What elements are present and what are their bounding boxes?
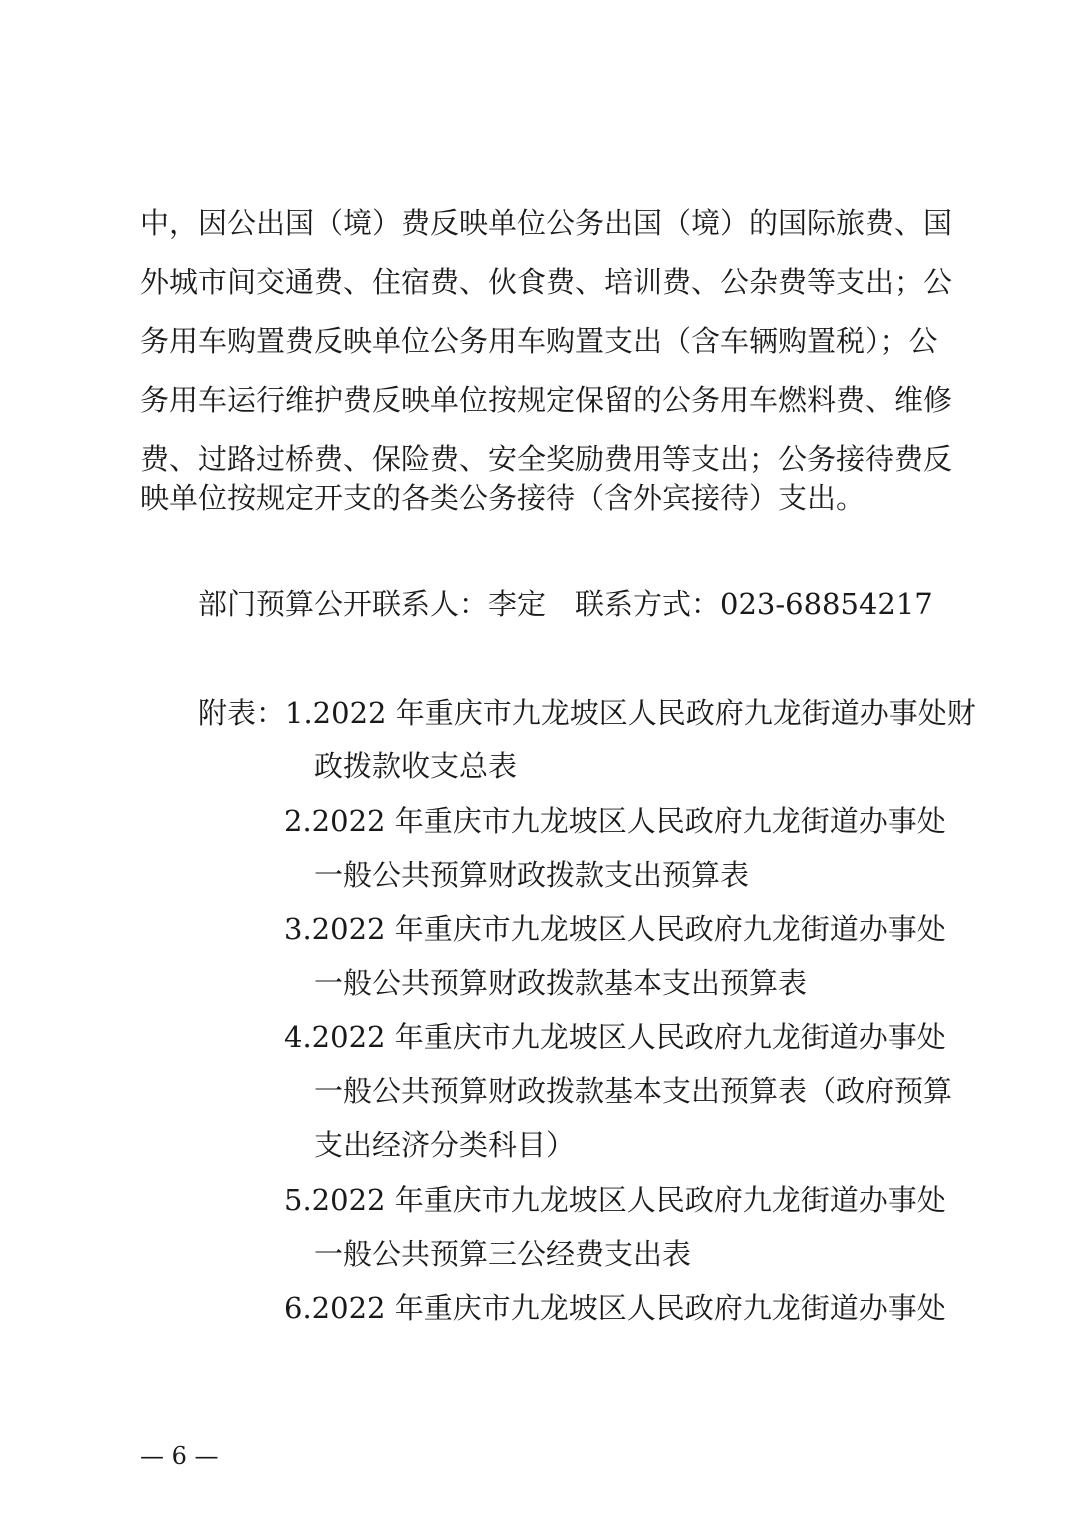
paragraph-line: 费、过路过桥费、保险费、安全奖励费用等支出；公务接待费反 bbox=[140, 442, 953, 476]
paragraph-line: 映单位按规定开支的各类公务接待（含外宾接待）支出。 bbox=[140, 481, 866, 515]
contact-info: 部门预算公开联系人：李定 联系方式：023-68854217 bbox=[198, 587, 933, 621]
paragraph-line: 外城市间交通费、住宿费、伙食费、培训费、公杂费等支出；公 bbox=[140, 265, 953, 299]
attachment-item-2-cont: 一般公共预算财政拨款支出预算表 bbox=[314, 858, 750, 892]
attachment-item-4-cont: 支出经济分类科目） bbox=[314, 1128, 576, 1162]
paragraph-line: 务用车购置费反映单位公务用车购置支出（含车辆购置税）；公 bbox=[140, 324, 938, 358]
attachment-item-5: 5.2022 年重庆市九龙坡区人民政府九龙街道办事处 bbox=[284, 1183, 946, 1217]
attachment-item-1-cont: 政拨款收支总表 bbox=[314, 749, 518, 783]
page-number: — 6 — bbox=[140, 1442, 219, 1470]
paragraph-line: 中，因公出国（境）费反映单位公务出国（境）的国际旅费、国 bbox=[140, 206, 953, 240]
attachment-item-6: 6.2022 年重庆市九龙坡区人民政府九龙街道办事处 bbox=[284, 1291, 946, 1325]
attachment-item-3: 3.2022 年重庆市九龙坡区人民政府九龙街道办事处 bbox=[284, 912, 946, 946]
attachment-item-4: 4.2022 年重庆市九龙坡区人民政府九龙街道办事处 bbox=[284, 1020, 946, 1054]
paragraph-line: 务用车运行维护费反映单位按规定保留的公务用车燃料费、维修 bbox=[140, 383, 953, 417]
attachment-item-5-cont: 一般公共预算三公经费支出表 bbox=[314, 1237, 692, 1271]
attachment-item-4-cont: 一般公共预算财政拨款基本支出预算表（政府预算 bbox=[314, 1074, 953, 1108]
attachment-item-2: 2.2022 年重庆市九龙坡区人民政府九龙街道办事处 bbox=[284, 804, 946, 838]
attachment-item-3-cont: 一般公共预算财政拨款基本支出预算表 bbox=[314, 966, 808, 1000]
attachment-item-1: 附表：1.2022 年重庆市九龙坡区人民政府九龙街道办事处财 bbox=[198, 696, 976, 730]
